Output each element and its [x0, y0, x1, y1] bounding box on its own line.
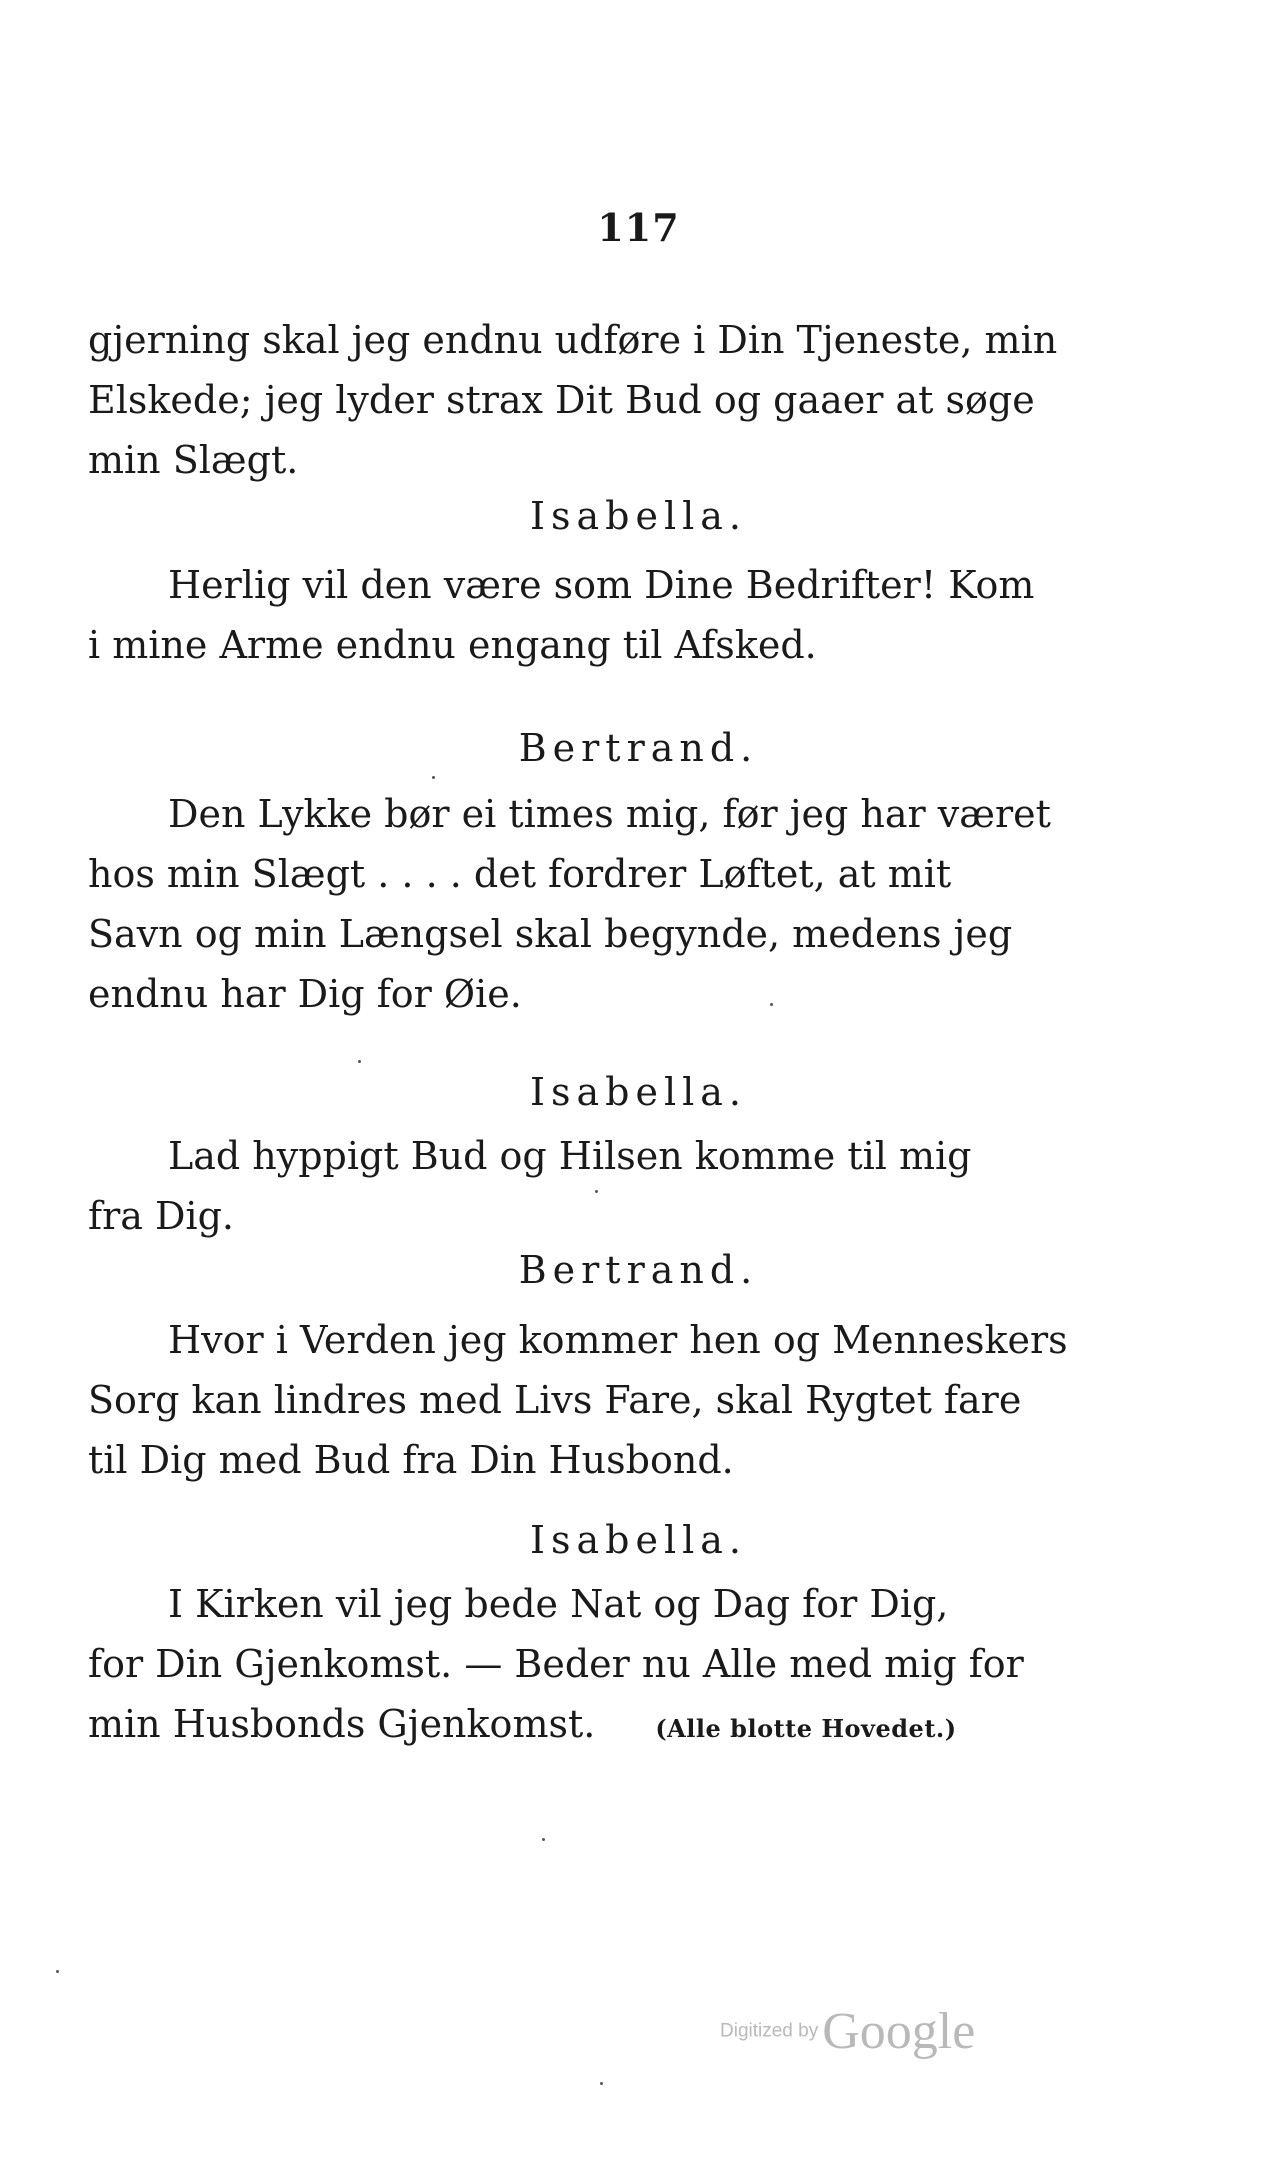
text-line-content: min Husbonds Gjenkomst.: [88, 1702, 596, 1746]
text-line: for Din Gjenkomst. — Beder nu Alle med mig for: [88, 1642, 1024, 1686]
digitized-watermark: [720, 2002, 1120, 2072]
text-line: Herlig vil den være som Dine Bedrifter! Kom: [168, 563, 1035, 607]
google-logo-text: Google: [822, 2003, 976, 2060]
speaker-name: Isabella.: [529, 494, 748, 538]
text-line: Hvor i Verden jeg kommer hen og Menneskers: [168, 1318, 1068, 1362]
text-line: endnu har Dig for Øie.: [88, 972, 522, 1016]
text-line: Elskede; jeg lyder strax Dit Bud og gaaer at søge: [88, 378, 1035, 422]
text-line: Savn og min Længsel skal begynde, medens jeg: [88, 912, 1013, 956]
text-line: hos min Slægt . . . . det fordrer Løftet, at mit: [88, 852, 952, 896]
scan-speck: [56, 1970, 59, 1973]
text-line: Lad hyppigt Bud og Hilsen komme til mig: [168, 1134, 972, 1178]
page-number: 117: [597, 205, 680, 250]
scan-speck: [770, 1003, 773, 1006]
speaker-name: Bertrand.: [518, 1248, 759, 1292]
text-line: i mine Arme endnu engang til Afsked.: [88, 623, 817, 667]
text-line: [88, 1694, 957, 1759]
scan-speck: [595, 1190, 598, 1193]
speaker-name: Isabella.: [529, 1518, 748, 1562]
text-line: I Kirken vil jeg bede Nat og Dag for Dig,: [168, 1582, 949, 1626]
digitized-by-label: Digitized by: [720, 2020, 819, 2042]
scan-speck: [432, 776, 435, 779]
paragraph: [88, 555, 1035, 675]
speaker-name: Bertrand.: [518, 726, 759, 770]
scan-speck: [600, 2082, 603, 2085]
speaker-name: Isabella.: [529, 1070, 748, 1114]
paragraph: [88, 310, 1058, 490]
scan-speck: [358, 1060, 361, 1063]
paragraph: [88, 1126, 972, 1246]
text-line: Sorg kan lindres med Livs Fare, skal Rygtet fare: [88, 1378, 1022, 1422]
text-line: til Dig med Bud fra Din Husbond.: [88, 1438, 734, 1482]
text-line: min Slægt.: [88, 438, 299, 482]
paragraph: [88, 784, 1051, 1024]
scan-speck: [542, 1838, 545, 1841]
text-line: gjerning skal jeg endnu udføre i Din Tjeneste, min: [88, 318, 1058, 362]
stage-direction: (Alle blotte Hovedet.): [655, 1714, 957, 1743]
paragraph: [88, 1574, 1024, 1759]
text-line: Den Lykke bør ei times mig, før jeg har været: [168, 792, 1051, 836]
text-line: fra Dig.: [88, 1194, 234, 1238]
paragraph: [88, 1310, 1068, 1490]
